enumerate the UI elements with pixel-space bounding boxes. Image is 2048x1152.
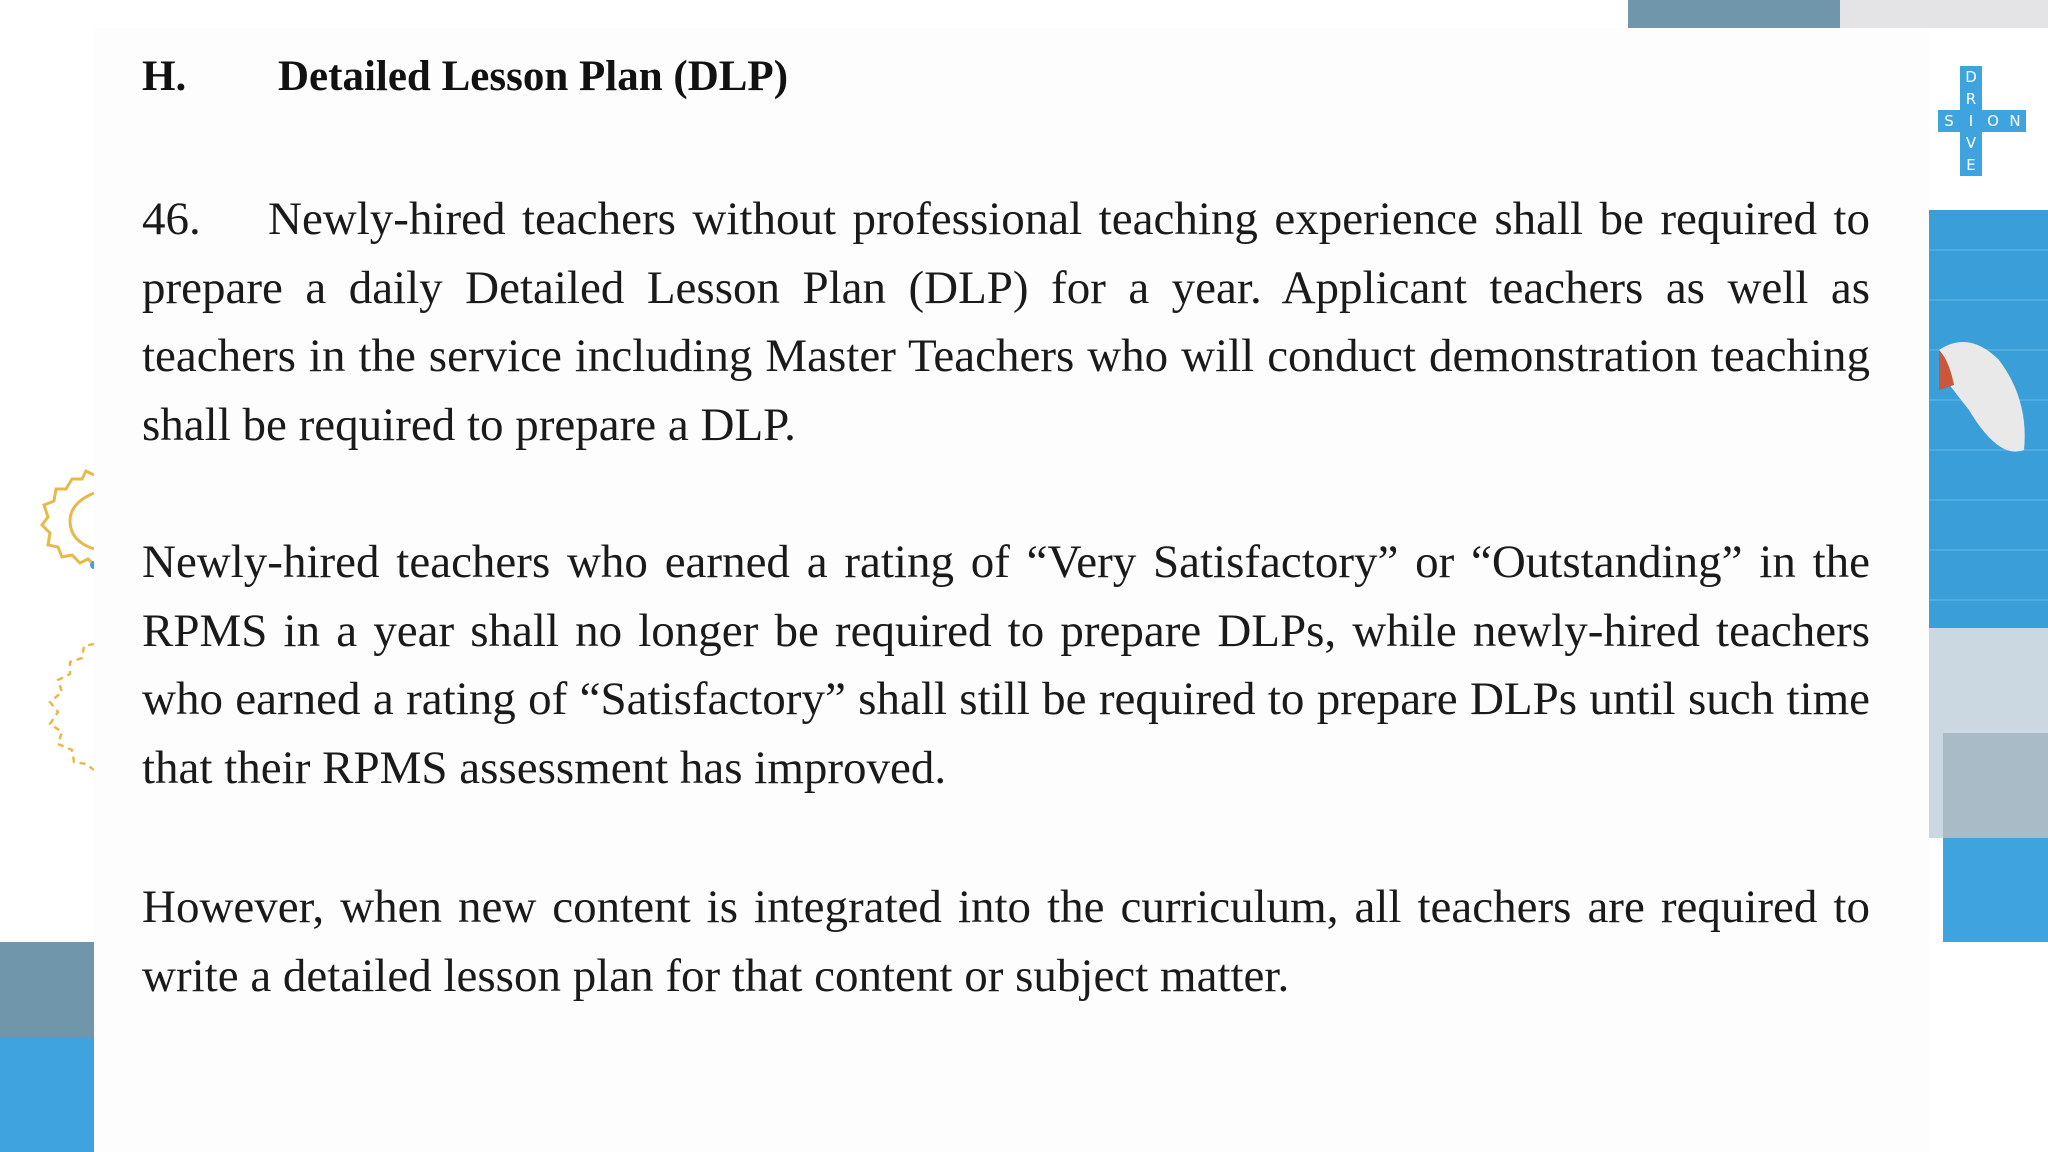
gear-outline-icon	[44, 640, 94, 775]
crossword-logo	[1929, 66, 2029, 192]
section-heading	[142, 52, 788, 101]
section-letter: H.	[142, 53, 187, 100]
paragraph-new-content: However, when new content is integrated into the curriculum, all teachers are required to write a detailed lesson plan for that content or subject matter.	[142, 881, 1870, 1002]
deco-block-top-right	[1628, 0, 1840, 28]
gear-icon	[40, 465, 94, 575]
logo-letter: D	[1960, 66, 1982, 88]
paragraph-rating: Newly-hired teachers who earned a rating of “Very Satisfactory” or “Outstanding” in the RPMS in a year shall no longer be required to prepare DLPs, while newly-hired teachers who earned a rating of “Satisfactory” shall still be required to prepare DLPs until such time that their RPMS assessment has improved.	[142, 536, 1870, 794]
deco-block-top-right-gray	[1840, 0, 2048, 28]
logo-letter: E	[1960, 154, 1982, 176]
paragraph-46	[142, 185, 1870, 459]
logo-letter: O	[1982, 110, 2004, 132]
logo-letter: S	[1938, 110, 1960, 132]
paragraph-text: Newly-hired teachers without professional teaching experience shall be required to prepare a daily Detailed Lesson Plan (DLP) for a year. Applicant teachers as well as teachers in the service including Master Teachers who will conduct demonstration teaching shall be required to prepare a DLP.	[142, 193, 1870, 451]
paragraph-number: 46.	[142, 193, 201, 245]
deco-block-left-slate	[0, 942, 94, 1048]
logo-letter: V	[1960, 132, 1982, 154]
deco-block-right-blue	[1943, 838, 2048, 942]
logo-letter: N	[2004, 110, 2026, 132]
deco-block-right-gray	[1943, 733, 2048, 838]
section-title: Detailed Lesson Plan (DLP)	[278, 53, 789, 100]
logo-letter: I	[1960, 110, 1982, 132]
sneaker-image	[1929, 210, 2048, 628]
logo-letter: R	[1960, 88, 1982, 110]
